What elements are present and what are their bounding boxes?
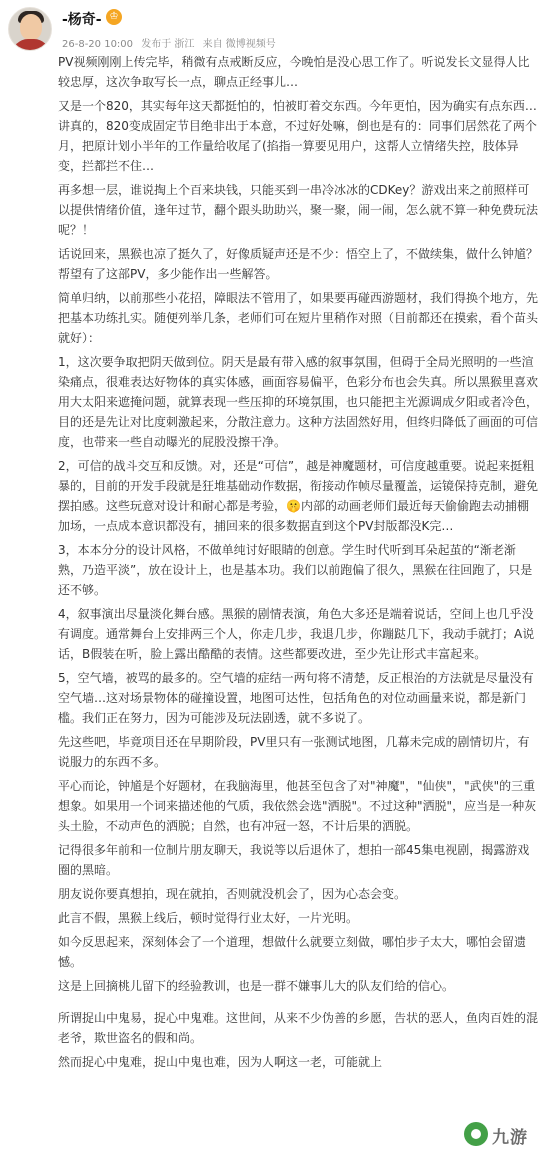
post-source[interactable]: 来自 微博视频号 [202,39,276,50]
post-meta [62,35,281,50]
paragraph: 1，这次要争取把阴天做到位。阴天是最有带入感的叙事氛围，但碍于全局光照明的一些渲染痛点，很难表达好物体的真实体感，画面容易偏平，色彩分布也会失真。所以黑猴里喜欢用大太阳来遮掩问题，就算表现一些压抑的环境氛围，也只能把主光源调成夕阳或者冷色，目的还是先让对比度刺激起来，分散注意力。这种方法固然好用，但终归降低了画面的可信度，也带来一些自动曝光的屁股没擦干净。 [58,355,539,449]
author-name[interactable]: -杨奇- [62,12,102,28]
paragraph: 朋友说你要真想拍，现在就拍，否则就没机会了，因为心态会变。 [58,887,407,901]
paragraph: 2，可信的战斗交互和反馈。对，还是“可信”，越是神魔题材，可信度越重要。说起来挺粗暴的，目前的开发手段就是狂堆基础动作数据，衔接动作帧尽量覆盖，运镜保持克制，避免摆拍感。这些玩意对设计和耐心都是考验，🤫内部的动画老师们最近每天偷偷跑去动捕棚加场，一点成本意识都没有，捕回来的很多数据直到这个PV封版都没K完… [58,459,539,533]
paragraph: 此言不假，黑猴上线后，顿时觉得行业太好，一片光明。 [58,911,359,925]
paragraph: 先这些吧，毕竟项目还在早期阶段，PV里只有一张测试地图，几幕未完成的剧情切片，有说服力的东西不多。 [58,735,530,769]
paragraph: 记得很多年前和一位制片朋友聊天，我说等以后退休了，想拍一部45集电视剧，揭露游戏圈的黑暗。 [58,843,530,877]
paragraph: PV视频刚刚上传完毕，稍微有点戒断反应，今晚怕是没心思工作了。听说发长文显得人比较忠厚，这次争取写长一点，聊点正经事儿… [58,55,530,89]
paragraph: 所谓捉山中鬼易，捉心中鬼难。这世间，从来不少伪善的乡愿，告状的恶人，鱼肉百姓的混老爷，欺世盗名的假和尚。 [58,1011,539,1045]
post-header [0,0,550,56]
avatar-face [20,14,42,40]
paragraph: 3，本本分分的设计风格，不做单纯讨好眼睛的创意。学生时代听到耳朵起茧的“渐老渐熟，乃造平淡”，放在设计上，也是基本功。我们以前跑偏了很久，黑猴在往回跑了，只是还不够。 [58,543,533,597]
paragraph: 4，叙事演出尽量淡化舞台感。黑猴的剧情表演，角色大多还是端着说话，空间上也几乎没有调度。通常舞台上安排两三个人，你走几步，我退几步，你蹦跶几下，我动手就打；A说话，B假装在听，脸上露出酷酷的表情。这些都要改进，至少先让形式丰富起来。 [58,607,535,661]
paragraph: 平心而论，钟馗是个好题材，在我脑海里，他甚至包含了对"神魔"，"仙侠"，"武侠"的三重想象。如果用一个词来描述他的气质，我依然会选"洒脱"。不过这种"洒脱"，应当是一种灰头土脸，不动声色的洒脱；自然，也有冲冠一怒，不计后果的洒脱。 [58,779,537,833]
paragraph: 5，空气墙，被骂的最多的。空气墙的症结一两句将不清楚，反正根治的方法就是尽量没有空气墙…这对场景物体的碰撞设置，地图可达性，包括角色的对位动画量来说，都是新门槛。我们正在努力，因为可能涉及玩法剧透，就不多说了。 [58,671,534,725]
post-location: 发布于 浙江 [141,39,195,50]
paragraph: 又是一个820，其实每年这天都挺怕的，怕被盯着交东西。今年更怕，因为确实有点东西…讲真的，820变成固定节目绝非出于本意，不过好处嘛，倒也是有的：同事们居然花了两个月，把原计划小半年的工作量给收尾了(掐指一算要见用户，这帮人立情绪失控，肢体异变，拦都拦不住… [58,99,537,173]
post-body [58,52,538,1076]
vip-crown-icon: ♔ [106,9,122,25]
watermark-logo-center [471,1129,481,1139]
post-time[interactable]: 26-8-20 10:00 [62,39,134,50]
site-watermark [464,1122,542,1146]
paragraph: 这是上回摘桃儿留下的经验教训，也是一群不嫌事儿大的队友们给的信心。 [58,979,455,993]
paragraph: 然而捉心中鬼难，捉山中鬼也难，因为人啊这一老，可能就上 [58,1055,383,1069]
paragraph: 话说回来，黑猴也凉了挺久了，好像质疑声还是不少：悟空上了，不做续集，做什么钟馗？帮望有了这部PV，多少能作出一些解答。 [58,247,539,281]
paragraph: 再多想一层，谁说掏上个百来块钱，只能买到一串冷冰冰的CDKey？游戏出来之前照样可以提供情绪价值，逢年过节，翻个跟头助助兴，聚一聚，闹一闹，怎么就不算一种免费玩法呢？！ [58,183,539,237]
avatar-shirt [12,39,50,51]
avatar[interactable] [8,7,52,51]
paragraph: 如今反思起来，深刻体会了一个道理，想做什么就要立刻做，哪怕步子太大，哪怕会留遗憾。 [58,935,527,969]
watermark-text: 九游 [492,1128,528,1148]
paragraph: 简单归纳，以前那些小花招，障眼法不管用了，如果要再碰西游题材，我们得换个地方，先把基本功练扎实。随便列举几条，老师们可在短片里稍作对照（目前都还在摸索，看个苗头就好）： [58,291,539,345]
